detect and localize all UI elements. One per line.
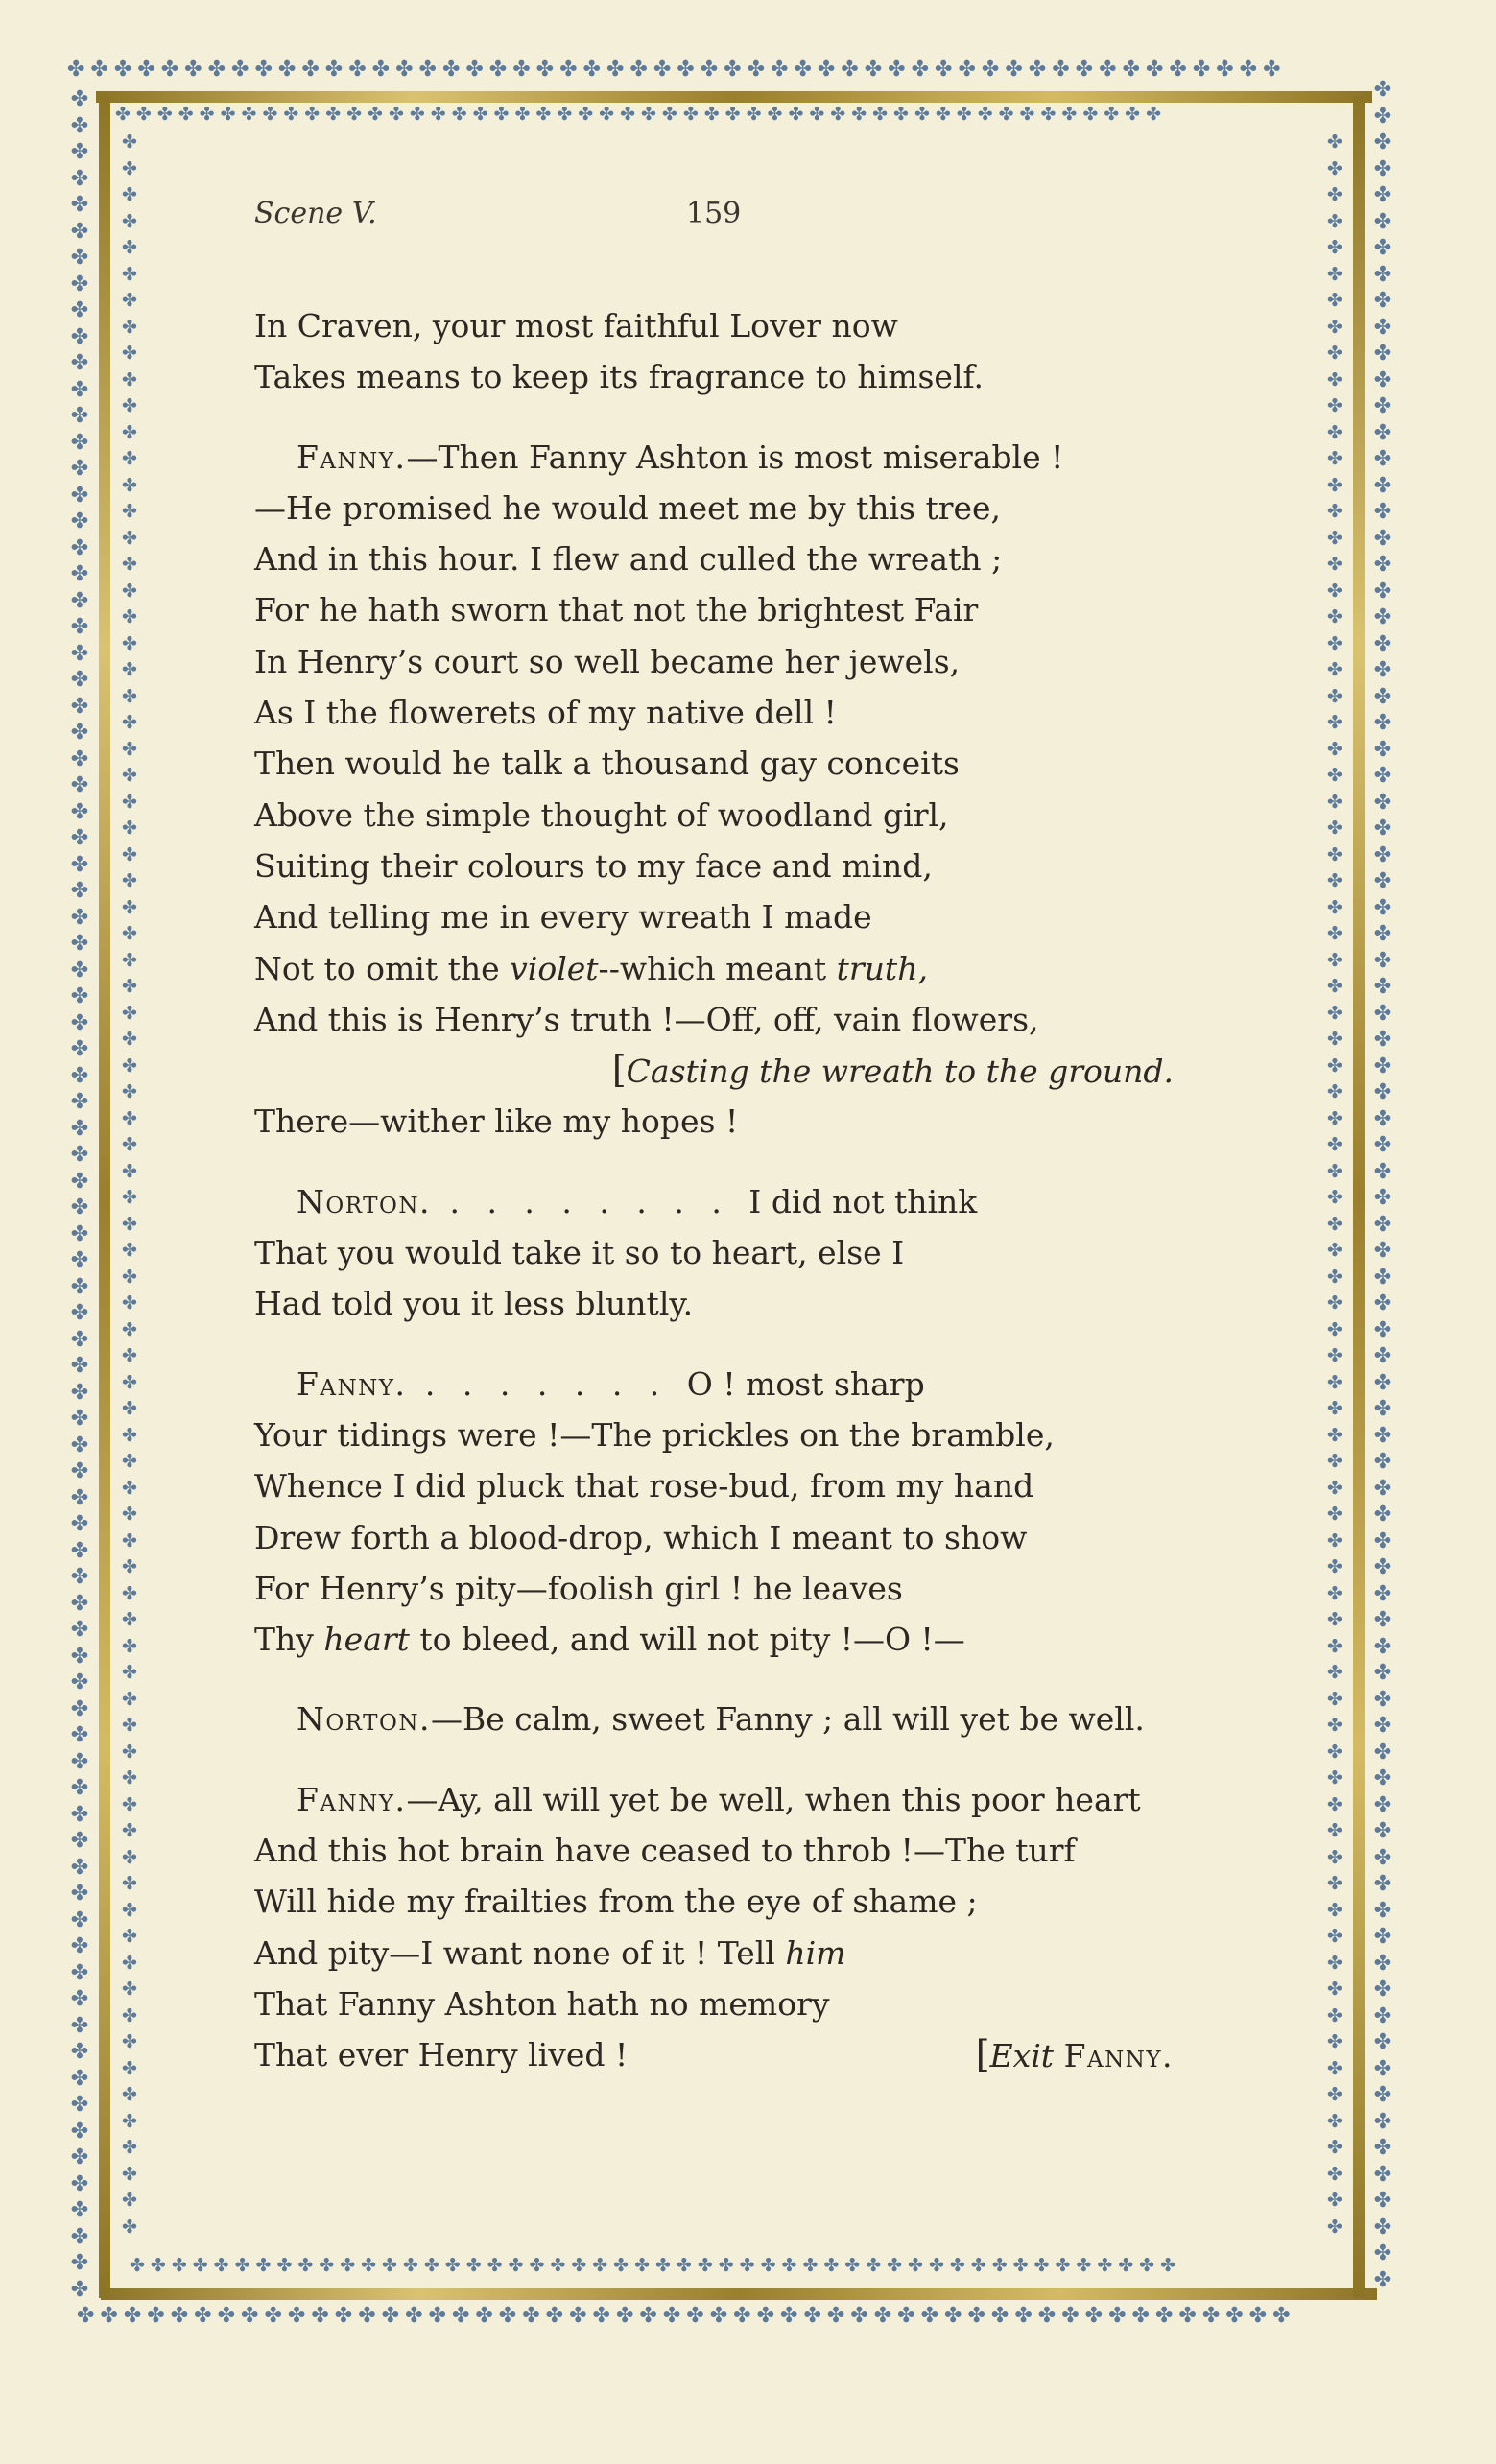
running-header: [254, 197, 1214, 254]
verse-line: That you would take it so to heart, else I: [254, 1234, 905, 1272]
border-top-ornament-row: ✤✤✤✤✤✤✤✤✤✤✤✤✤✤✤✤✤✤✤✤✤✤✤✤✤✤✤✤✤✤✤✤✤✤✤✤✤✤✤✤✤✤✤✤✤✤✤✤✤✤✤✤: [67, 59, 1287, 82]
speaker-name: Fanny.: [297, 438, 407, 476]
speech-line: Norton.—Be calm, sweet Fanny ; all will yet be well.: [297, 1700, 1145, 1739]
verse-line: As I the flowerets of my native dell !: [254, 694, 837, 732]
exit-direction: [Exit Fanny.: [975, 2033, 1174, 2076]
verse-line: Drew forth a blood-drop, which I meant to show: [254, 1518, 1028, 1556]
speaker-name: Fanny.: [297, 1780, 407, 1818]
verse-line: Above the simple thought of woodland girl,: [254, 795, 949, 834]
verse-line: Thy heart to bleed, and will not pity !—O !—: [254, 1621, 965, 1659]
verse-block: [254, 300, 1214, 2081]
border-bottom-ornament-row: ✤✤✤✤✤✤✤✤✤✤✤✤✤✤✤✤✤✤✤✤✤✤✤✤✤✤✤✤✤✤✤✤✤✤✤✤✤✤✤✤✤✤✤✤✤✤✤✤✤✤✤✤: [77, 2306, 1296, 2328]
verse-line: Had told you it less bluntly.: [254, 1285, 694, 1323]
verse-line-with-exit: That ever Henry lived ! [Exit Fanny.: [254, 2029, 1214, 2080]
border-right-ornament-column: ✤✤✤✤✤✤✤✤✤✤✤✤✤✤✤✤✤✤✤✤✤✤✤✤✤✤✤✤✤✤✤✤✤✤✤✤✤✤✤✤✤✤✤✤✤✤✤✤✤✤✤✤✤✤✤✤✤✤✤✤✤✤✤✤✤✤✤✤✤✤✤✤✤✤✤✤✤✤✤✤✤✤✤✤: [1373, 78, 1392, 2292]
speech-line: Norton. . . . . . . . . I did not think: [297, 1182, 978, 1220]
verse-line: Will hide my frailties from the eye of shame ;: [254, 1883, 978, 1921]
verse-line: Not to omit the violet--which meant truth,: [254, 949, 928, 987]
border-top-gold-rule: [96, 91, 1372, 103]
verse-line: That Fanny Ashton hath no memory: [254, 1984, 830, 2023]
verse-line: And telling me in every wreath I made: [254, 898, 872, 936]
border-right-gold-rule: [1353, 96, 1365, 2298]
speaker-name: Norton.: [297, 1700, 431, 1739]
border-left-ornament-column: ✤✤✤✤✤✤✤✤✤✤✤✤✤✤✤✤✤✤✤✤✤✤✤✤✤✤✤✤✤✤✤✤✤✤✤✤✤✤✤✤✤✤✤✤✤✤✤✤✤✤✤✤✤✤✤✤✤✤✤✤✤✤✤✤✤✤✤✤✤✤✤✤✤✤✤✤✤✤✤✤✤✤✤✤: [70, 87, 89, 2302]
scene-label: Scene V.: [254, 197, 377, 230]
verse-line: Then would he talk a thousand gay conceits: [254, 745, 960, 783]
speech-line: Fanny.—Ay, all will yet be well, when this poor heart: [297, 1780, 1141, 1818]
verse-line: In Craven, your most faithful Lover now: [254, 307, 898, 344]
verse-line: And this is Henry’s truth !—Off, off, vain flowers,: [254, 1000, 1039, 1038]
verse-line: And pity—I want none of it ! Tell him: [254, 1933, 846, 1972]
border-bottom-gold-rule: [101, 2288, 1377, 2300]
verse-line: Suiting their colours to my face and mind,: [254, 846, 933, 885]
speech-line: Fanny.—Then Fanny Ashton is most miserable !: [297, 438, 1064, 476]
verse-line: And in this hour. I flew and culled the wreath ;: [254, 540, 1003, 579]
verse-line: Takes means to keep its fragrance to himself.: [254, 358, 985, 396]
verse-line: In Henry’s court so well became her jewels,: [254, 642, 961, 680]
border-left-inner-ornament-column: ✤✤✤✤✤✤✤✤✤✤✤✤✤✤✤✤✤✤✤✤✤✤✤✤✤✤✤✤✤✤✤✤✤✤✤✤✤✤✤✤✤✤✤✤✤✤✤✤✤✤✤✤✤✤✤✤✤✤✤✤✤✤✤✤✤✤✤✤✤✤✤✤✤✤✤✤✤✤✤✤: [122, 131, 137, 2238]
verse-line: Whence I did pluck that rose-bud, from my hand: [254, 1467, 1034, 1505]
verse-line: —He promised he would meet me by this tree,: [254, 488, 1002, 527]
border-left-gold-rule: [99, 96, 110, 2298]
verse-line: For Henry’s pity—foolish girl ! he leaves: [254, 1569, 903, 1607]
verse-line: There—wither like my hopes !: [254, 1102, 739, 1141]
speaker-name: Fanny.: [297, 1364, 407, 1403]
border-bottom-inner-ornament-row: ✤✤✤✤✤✤✤✤✤✤✤✤✤✤✤✤✤✤✤✤✤✤✤✤✤✤✤✤✤✤✤✤✤✤✤✤✤✤✤✤✤✤✤✤✤✤✤✤✤✤: [130, 2257, 1181, 2276]
stage-direction: [Casting the wreath to the ground.: [611, 1049, 1174, 1092]
verse-line: For he hath sworn that not the brightest Fair: [254, 591, 979, 629]
border-top-inner-ornament-row: ✤✤✤✤✤✤✤✤✤✤✤✤✤✤✤✤✤✤✤✤✤✤✤✤✤✤✤✤✤✤✤✤✤✤✤✤✤✤✤✤✤✤✤✤✤✤✤✤✤✤: [115, 106, 1167, 125]
verse-line: And this hot brain have ceased to throb !—The turf: [254, 1832, 1076, 1870]
speech-line: Fanny. . . . . . . . O ! most sharp: [297, 1364, 925, 1403]
speaker-name: Norton.: [297, 1182, 431, 1220]
page-number: 159: [686, 197, 742, 230]
border-right-inner-ornament-column: ✤✤✤✤✤✤✤✤✤✤✤✤✤✤✤✤✤✤✤✤✤✤✤✤✤✤✤✤✤✤✤✤✤✤✤✤✤✤✤✤✤✤✤✤✤✤✤✤✤✤✤✤✤✤✤✤✤✤✤✤✤✤✤✤✤✤✤✤✤✤✤✤✤✤✤✤✤✤✤✤: [1327, 131, 1342, 2238]
page-body: [254, 197, 1214, 2081]
verse-line: Your tidings were !—The prickles on the bramble,: [254, 1415, 1055, 1454]
